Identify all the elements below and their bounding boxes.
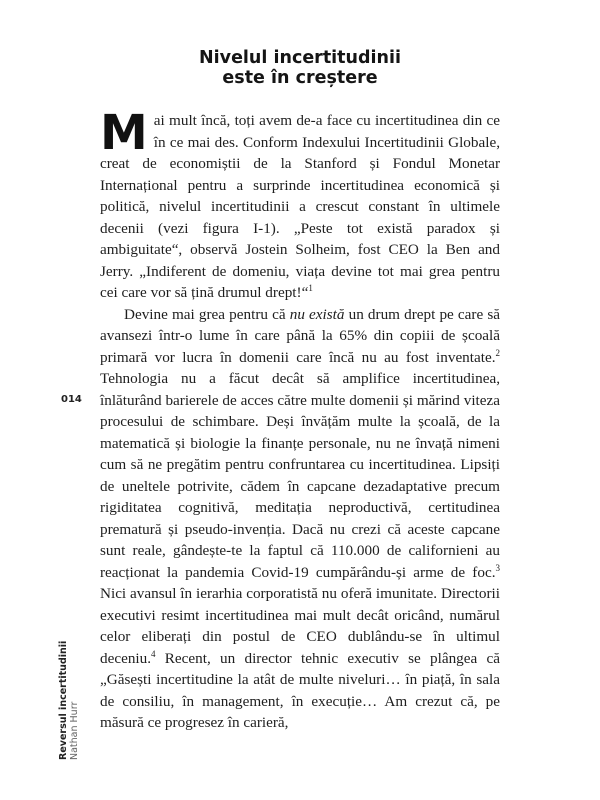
paragraph-1	[100, 105, 500, 304]
footnote-ref-2: 2	[495, 347, 500, 358]
drop-cap: M	[100, 105, 148, 161]
footnote-ref-1: 1	[308, 283, 313, 293]
running-head-book-title: Reversul incertitudinii	[58, 640, 69, 760]
paragraph-2-text-d: Nici avansul în ierarhia corporatistă nu oferă imunitate. Directorii executivi resimt incertitudinea mai mult decât oricând, numărul celor eliberați din postul de CEO dublându-se în ultimul deceniu.	[100, 585, 500, 667]
running-head-author: Nathan Hurr	[69, 701, 80, 760]
paragraph-1-text: ai mult încă, toți avem de-a face cu incertitudinea din ce în ce mai des. Conform Indexului Incertitudinii Globale, creat de economiștii de la Stanford și Fondul Monetar Internațional pentru a surprinde incertitudinea economică și politică, nivelul incertitudinii a crescut constant în ultimele decenii (vezi figura I-1). „Peste tot există paradox și ambiguitate“, observă Jostein Solheim, fost CEO la Ben and Jerry. „Indiferent de domeniu, viața devine tot mai grea pentru cei care vor să țină drumul drept!“	[100, 112, 500, 301]
paragraph-2-text-a: Devine mai grea pentru că	[124, 305, 290, 323]
paragraph-2-text-c: Tehnologia nu a făcut decât să amplifice incertitudinea, înlăturând barierele de acces către multe domenii și mărind viteza procesului de schimbare. Deși învățăm multe la școală, de la matematică și biologie la finanțe personale, nu ne învață nimeni cum să ne pregătim pentru confruntarea cu incertitudinea. Lipsiți de uneltele potrivite, cădem în capcane dezadaptative precum rigiditatea cognitivă, meditația neproductivă, certitudinea prematură și pseudo-invenția. Dacă nu crezi că aceste capcane sunt reale, gândește-te la faptul că 110.000 de californieni au reacționat la pandemia Covid-19 cumpărându-și arme de foc.	[100, 370, 500, 581]
chapter-title	[120, 48, 480, 88]
footnote-ref-3: 3	[495, 562, 500, 573]
footnote-ref-4: 4	[151, 648, 156, 659]
emphasis-nu-exista: nu există	[289, 305, 345, 323]
running-head	[58, 641, 80, 760]
paragraph-2-text-b: un drum drept pe care să avansezi într-o lume în care până la 65% din copiii de școală primară vor lucra în domenii care încă nu au fost inventate.	[100, 305, 500, 366]
page-number: 014	[61, 394, 82, 405]
paragraph-2	[100, 304, 500, 734]
chapter-title-line-2: este în creștere	[222, 68, 378, 88]
chapter-title-line-1: Nivelul incertitudinii	[199, 48, 401, 68]
body-text	[100, 105, 500, 734]
paragraph-2-text-e: Recent, un director tehnic executiv se plângea că „Găsești incertitudine la atât de multe niveluri… în piață, în sala de consiliu, în management, în execuție… Am crezut că, pe măsură ce progresez în carieră,	[100, 649, 500, 731]
